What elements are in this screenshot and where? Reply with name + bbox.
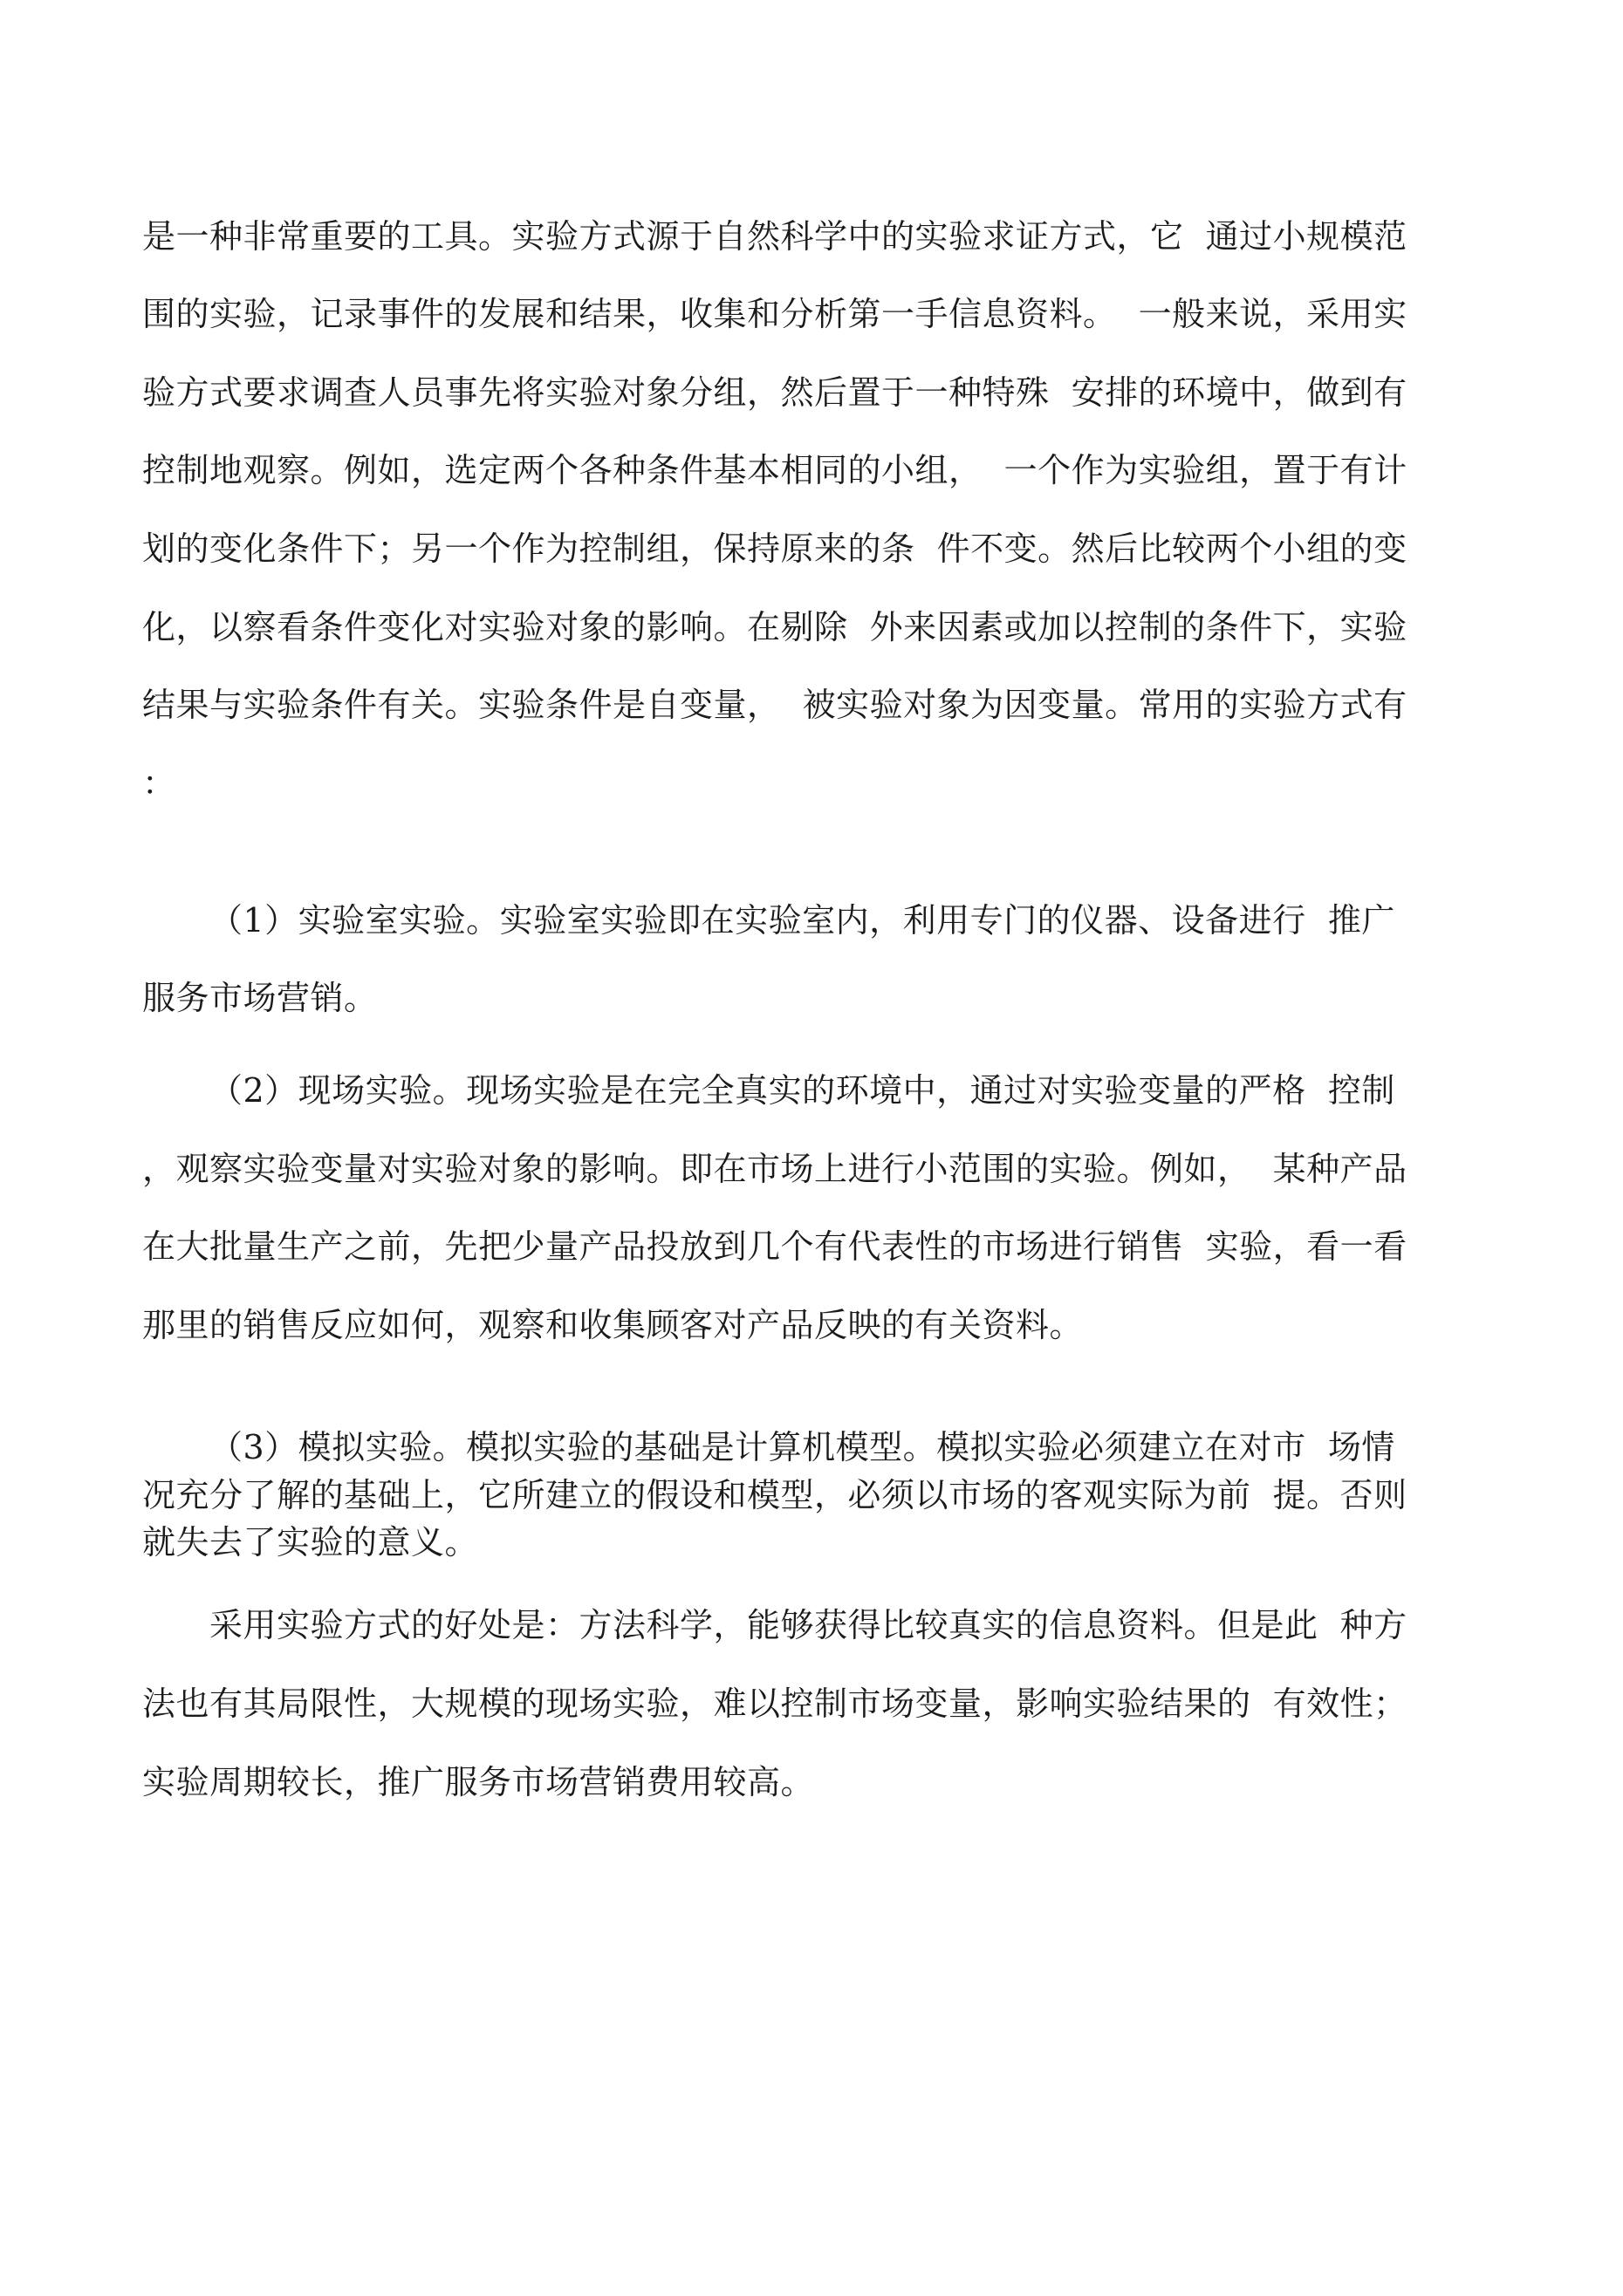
text-line: 在大批量生产之前，先把少量产品投放到几个有代表性的市场进行销售 实验，看一看: [142, 1227, 1407, 1266]
text-line: ：: [142, 764, 176, 803]
text-line: 划的变化条件下；另一个作为控制组，保持原来的条 件不变。然后比较两个小组的变: [142, 530, 1407, 568]
text-line: 那里的销售反应如何，观察和收集顾客对产品反映的有关资料。: [142, 1306, 1084, 1344]
text-line: （2）现场实验。现场实验是在完全真实的环境中，通过对实验变量的严格 控制: [209, 1071, 1395, 1110]
text-line: 况充分了解的基础上，它所建立的假设和模型，必须以市场的客观实际为前 提。否则: [142, 1476, 1407, 1514]
text-line: 服务市场营销。: [142, 979, 378, 1017]
text-line: 采用实验方式的好处是：方法科学，能够获得比较真实的信息资料。但是此 种方: [209, 1606, 1407, 1644]
text-line: 化，以察看条件变化对实验对象的影响。在剔除 外来因素或加以控制的条件下，实验: [142, 608, 1407, 646]
text-line: （1）实验室实验。实验室实验即在实验室内，利用专门的仪器、设备进行 推广: [209, 901, 1395, 940]
text-line: （3）模拟实验。模拟实验的基础是计算机模型。模拟实验必须建立在对市 场情: [209, 1428, 1395, 1466]
text-line: 是一种非常重要的工具。实验方式源于自然科学中的实验求证方式，它 通过小规模范: [142, 217, 1407, 256]
text-line: ，观察实验变量对实验对象的影响。即在市场上进行小范围的实验。例如， 某种产品: [142, 1150, 1407, 1188]
text-line: 围的实验，记录事件的发展和结果，收集和分析第一手信息资料。 一般来说，采用实: [142, 295, 1407, 333]
text-line: 结果与实验条件有关。实验条件是自变量， 被实验对象为因变量。常用的实验方式有: [142, 686, 1407, 724]
text-line: 验方式要求调查人员事先将实验对象分组，然后置于一种特殊 安排的环境中，做到有: [142, 373, 1407, 412]
text-line: 控制地观察。例如，选定两个各种条件基本相同的小组， 一个作为实验组，置于有计: [142, 451, 1407, 489]
text-line: 就失去了实验的意义。: [142, 1523, 479, 1561]
text-line: 法也有其局限性，大规模的现场实验，难以控制市场变量，影响实验结果的 有效性；: [142, 1684, 1407, 1723]
text-line: 实验周期较长，推广服务市场营销费用较高。: [142, 1763, 815, 1801]
